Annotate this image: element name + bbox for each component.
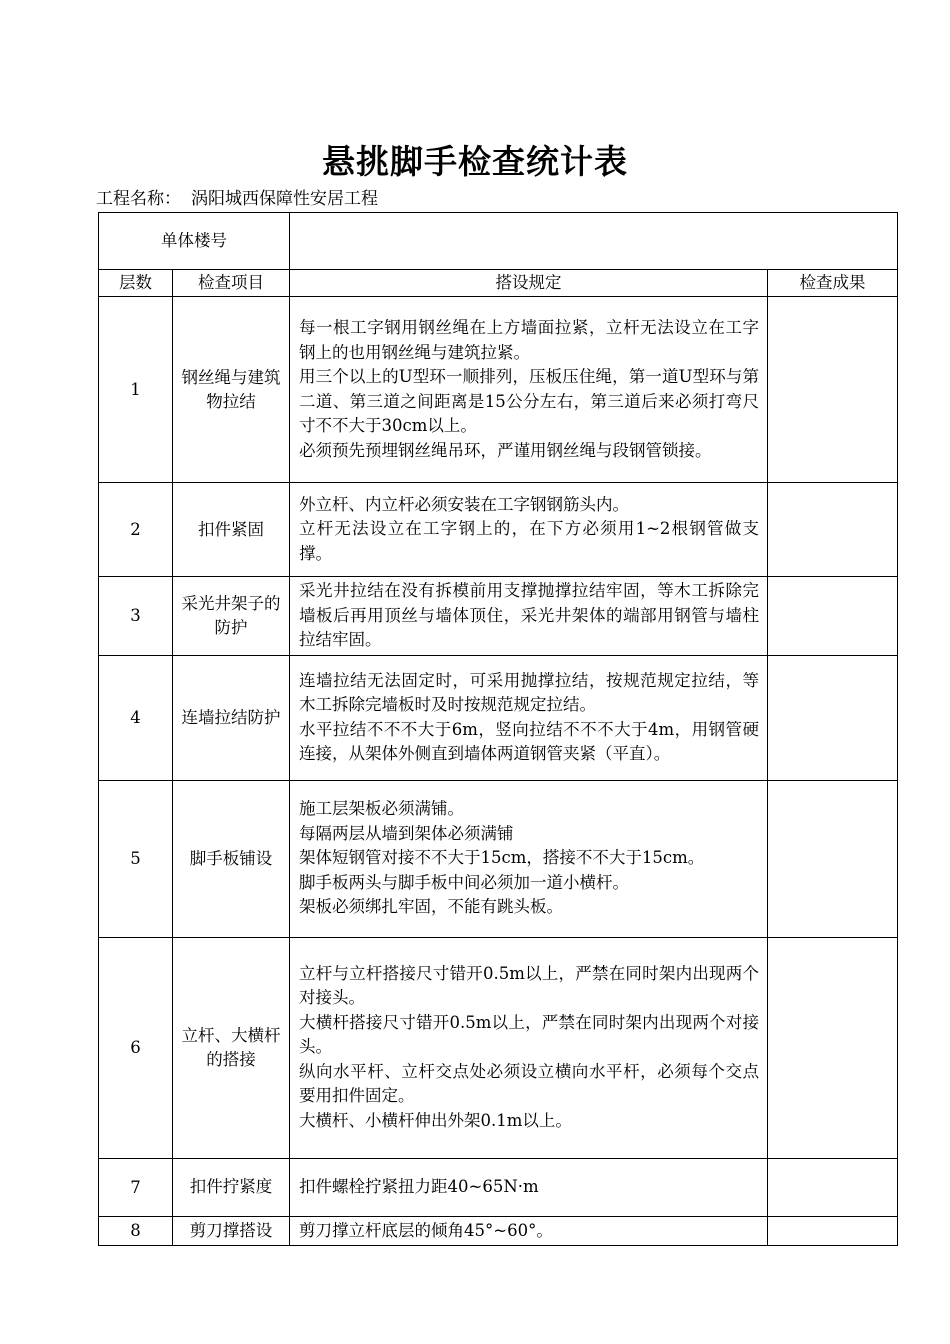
row-num: 5 [99,780,173,937]
table-row [99,655,898,780]
rule-line: 连墙拉结无法固定时，可采用抛撑拉结，按规范规定拉结，等木工拆除完墙板时及时按规范规定拉结。 [299,670,759,714]
header-item: 检查项目 [173,270,290,297]
row-rule [290,1216,768,1246]
row-result[interactable] [768,1158,898,1216]
rule-line: 用三个以上的U型环一顺排列，压板压住绳，第一道U型环与第二道、第三道之间距离是15公分左右，第三道后来必须打弯尺寸不不大于30cm以上。 [299,367,759,435]
row-item: 扣件拧紧度 [173,1158,290,1216]
row-num: 1 [99,297,173,483]
row-rule [290,577,768,656]
rule-line: 立杆无法设立在工字钢上的，在下方必须用1~2根钢管做支撑。 [299,519,759,563]
row-result[interactable] [768,937,898,1158]
rule-line: 剪刀撑立杆底层的倾角45°~60°。 [299,1220,553,1240]
rule-line: 采光井拉结在没有拆模前用支撑抛撑拉结牢固，等木工拆除完墙板后再用顶丝与墙体顶住，采光井架体的端部用钢管与墙柱拉结牢固。 [299,581,759,649]
rule-line: 施工层架板必须满铺。 [299,799,464,819]
rule-line: 大横杆、小横杆伸出外架0.1m以上。 [299,1110,572,1130]
row-rule [290,937,768,1158]
table-row [99,1158,898,1216]
table-row [99,577,898,656]
row-result[interactable] [768,780,898,937]
row-result[interactable] [768,655,898,780]
row-rule [290,780,768,937]
rule-line: 扣件螺栓拧紧扭力距40~65N·m [299,1176,539,1196]
row-item: 扣件紧固 [173,483,290,577]
building-row [99,213,898,270]
table-row [99,1216,898,1246]
rule-line: 纵向水平杆、立杆交点处必须设立横向水平杆，必须每个交点要用扣件固定。 [299,1061,759,1106]
building-label: 单体楼号 [99,213,290,270]
document-title: 悬挑脚手检查统计表 [322,142,628,181]
row-item: 钢丝绳与建筑物拉结 [173,297,290,483]
row-rule [290,483,768,577]
project-label: 工程名称： [96,189,181,209]
table-row [99,297,898,483]
row-result[interactable] [768,483,898,577]
rule-line: 立杆与立杆搭接尺寸错开0.5m以上，严禁在同时架内出现两个对接头。 [299,963,759,1008]
row-result[interactable] [768,577,898,656]
row-num: 4 [99,655,173,780]
inspection-table [98,212,898,1246]
row-item: 立杆、大横杆的搭接 [173,937,290,1158]
row-num: 6 [99,937,173,1158]
header-row [99,270,898,297]
row-result[interactable] [768,297,898,483]
row-rule [290,655,768,780]
building-value[interactable] [290,213,898,270]
row-num: 3 [99,577,173,656]
header-rule: 搭设规定 [290,270,768,297]
rule-line: 每隔两层从墙到架体必须满铺 [299,823,514,843]
row-num: 7 [99,1158,173,1216]
row-rule [290,1158,768,1216]
rule-line: 每一根工字钢用钢丝绳在上方墙面拉紧，立杆无法设立在工字钢上的也用钢丝绳与建筑拉紧。 [299,318,759,362]
row-rule [290,297,768,483]
row-result[interactable] [768,1216,898,1246]
rule-line: 水平拉结不不不大于6m，竖向拉结不不不大于4m，用钢管硬连接，从架体外侧直到墙体两道钢管夹紧（平直）。 [299,719,759,763]
header-result: 检查成果 [768,270,898,297]
table-row [99,483,898,577]
rule-line: 大横杆搭接尺寸错开0.5m以上，严禁在同时架内出现两个对接头。 [299,1012,759,1057]
rule-line: 必须预先预埋钢丝绳吊环，严谨用钢丝绳与段钢管锁接。 [299,440,712,460]
header-layer: 层数 [99,270,173,297]
row-item: 剪刀撑搭设 [173,1216,290,1246]
row-item: 采光井架子的防护 [173,577,290,656]
row-num: 8 [99,1216,173,1246]
rule-line: 外立杆、内立杆必须安装在工字钢钢筋头内。 [299,494,629,514]
rule-line: 脚手板两头与脚手板中间必须加一道小横杆。 [299,872,629,892]
row-num: 2 [99,483,173,577]
rule-line: 架板必须绑扎牢固，不能有跳头板。 [299,897,563,917]
row-item: 脚手板铺设 [173,780,290,937]
table-row [99,780,898,937]
project-line [96,187,378,211]
row-item: 连墙拉结防护 [173,655,290,780]
rule-line: 架体短钢管对接不不大于15cm，搭接不不大于15cm。 [299,848,705,868]
table-row [99,937,898,1158]
project-name: 涡阳城西保障性安居工程 [191,189,378,209]
